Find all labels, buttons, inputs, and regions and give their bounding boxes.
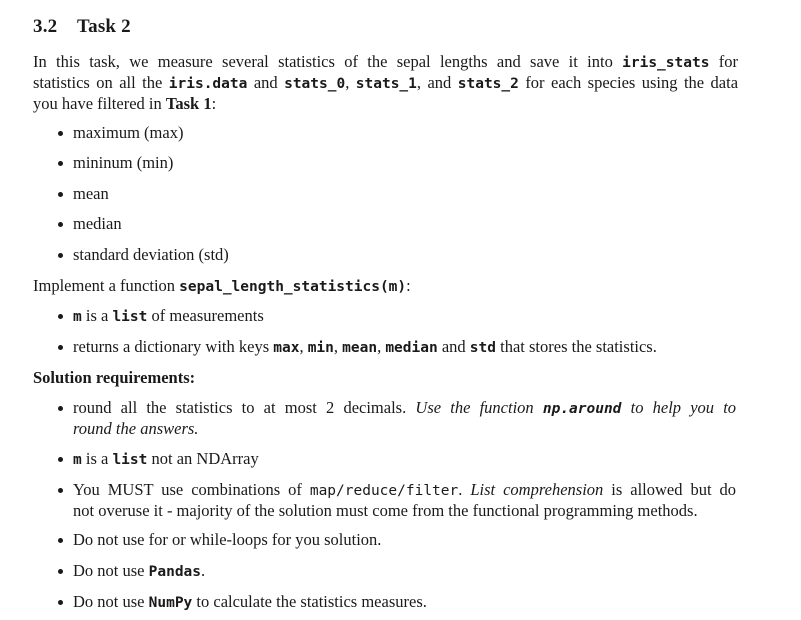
intro-text: you have filtered in [33, 94, 162, 113]
list-item-text [73, 449, 259, 470]
list-item-text: mininum (min) [73, 153, 174, 172]
code-np-around: np.around [542, 401, 622, 417]
code-key-max: max [273, 340, 300, 356]
req-text: . [201, 561, 206, 580]
req-text: to calculate the statistics measures. [196, 592, 427, 611]
req-text: not an NDArray [151, 449, 259, 468]
code-function-signature: sepal_length_statistics(m) [179, 279, 407, 295]
code-key-min: min [307, 340, 334, 356]
intro-text: and [253, 73, 278, 92]
req-text: You MUST use combinations of [73, 480, 302, 499]
spec-text: returns a dictionary with keys [73, 337, 270, 356]
intro-text: : [211, 94, 217, 113]
req-italic: List comprehension [470, 480, 604, 499]
req-italic: round the answers. [73, 419, 199, 438]
req-italic: Use the function [415, 398, 534, 417]
req-text: round all the statistics to at most 2 decimals. [73, 398, 407, 417]
req-text: is allowed but do [611, 480, 737, 499]
list-item-text: Do not use for or while-loops for you solution. [73, 530, 382, 549]
spec-text: , [377, 337, 382, 356]
list-item-text [73, 306, 264, 327]
code-iris-stats: iris_stats [622, 55, 710, 71]
list-item-text: maximum (max) [73, 123, 184, 142]
spec-text: and [441, 337, 466, 356]
section-title: Task 2 [77, 16, 131, 37]
req-text: is a [85, 449, 109, 468]
code-list: list [112, 309, 148, 325]
code-key-median: median [385, 340, 438, 356]
spec-text: , [333, 337, 339, 356]
intro-line-2 [33, 73, 738, 94]
req-text: . [458, 480, 463, 499]
implement-line [33, 276, 411, 297]
code-pandas: Pandas [148, 564, 202, 580]
code-numpy: NumPy [148, 595, 193, 611]
intro-text: for each species using the data [525, 73, 739, 92]
requirements-heading: Solution requirements: [33, 368, 196, 387]
spec-text: that stores the statistics. [500, 337, 657, 356]
code-stats-1: stats_1 [355, 76, 417, 92]
req-italic: to help you to [630, 398, 737, 417]
list-item-text: median [73, 214, 122, 233]
intro-text: In this task, we measure several statistics of the sepal lengths and save it into [33, 52, 613, 71]
intro-text: , and [416, 73, 452, 92]
code-m: m [73, 309, 82, 325]
req-text: Do not use [73, 592, 145, 611]
code-key-std: std [469, 340, 496, 356]
req-text: Do not use [73, 561, 145, 580]
implement-text: : [406, 276, 411, 295]
list-item-text [73, 592, 427, 613]
code-list: list [112, 452, 148, 468]
intro-paragraph [33, 52, 738, 114]
spec-text: is a [85, 306, 109, 325]
code-m: m [73, 452, 82, 468]
req-text: not overuse it - majority of the solution must come from the functional programming methods. [73, 501, 698, 520]
task-1-reference: Task 1 [165, 94, 212, 113]
intro-line-3 [33, 94, 738, 114]
requirement-line [73, 398, 736, 419]
spec-text: , [299, 337, 304, 356]
list-item-text: standard deviation (std) [73, 245, 229, 264]
intro-text: for [718, 52, 739, 71]
code-stats-2: stats_2 [457, 76, 519, 92]
section-number: 3.2 [33, 16, 58, 37]
list-item-text: mean [73, 184, 109, 203]
code-key-mean: mean [342, 340, 378, 356]
intro-text: , [345, 73, 350, 92]
implement-text: Implement a function [33, 276, 176, 295]
list-item-text [73, 480, 736, 521]
list-item-text [73, 337, 657, 358]
intro-line-1 [33, 52, 738, 73]
spec-text: of measurements [151, 306, 264, 325]
intro-text: statistics on all the [33, 73, 163, 92]
code-stats-0: stats_0 [284, 76, 346, 92]
code-iris-data: iris.data [168, 76, 248, 92]
code-map-reduce-filter: map/reduce/filter [309, 483, 459, 499]
requirement-line [73, 480, 736, 501]
list-item-text [73, 561, 205, 582]
section-heading [33, 16, 131, 38]
list-item-text [73, 398, 736, 439]
